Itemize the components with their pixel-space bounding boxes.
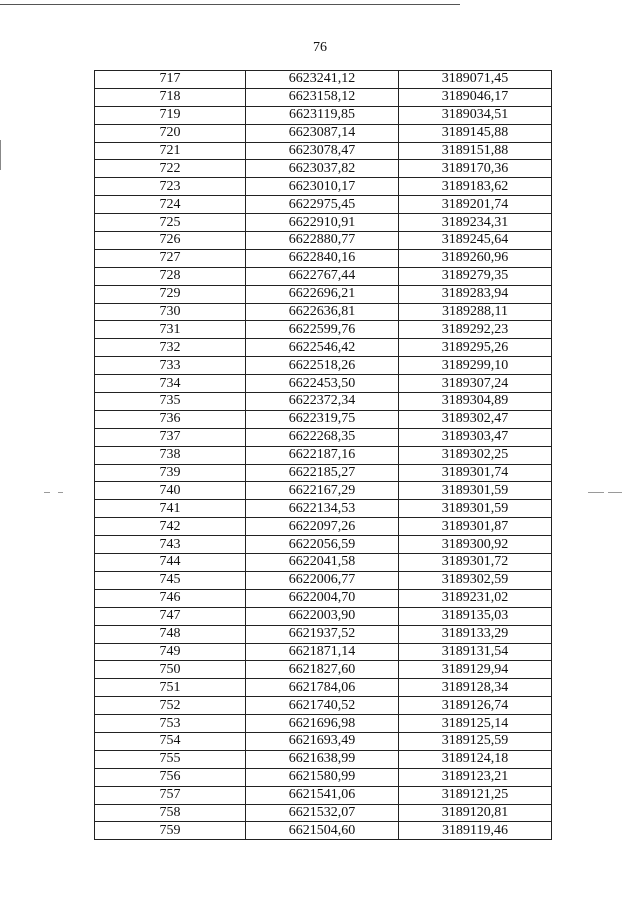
x-coordinate-cell: 6622097,26 (246, 518, 399, 536)
x-coordinate-cell: 6622056,59 (246, 536, 399, 554)
x-coordinate-cell: 6622004,70 (246, 589, 399, 607)
y-coordinate-cell: 3189301,59 (399, 500, 552, 518)
table-row (95, 786, 552, 804)
point-number-cell: 727 (95, 249, 246, 267)
table-row (95, 106, 552, 124)
x-coordinate-cell: 6621784,06 (246, 679, 399, 697)
table-row (95, 768, 552, 786)
table-row (95, 732, 552, 750)
point-number-cell: 746 (95, 589, 246, 607)
table-row (95, 661, 552, 679)
x-coordinate-cell: 6621504,60 (246, 822, 399, 840)
x-coordinate-cell: 6623158,12 (246, 88, 399, 106)
table-row (95, 178, 552, 196)
point-number-cell: 733 (95, 357, 246, 375)
table-row (95, 643, 552, 661)
table-row (95, 446, 552, 464)
point-number-cell: 729 (95, 285, 246, 303)
x-coordinate-cell: 6621541,06 (246, 786, 399, 804)
point-number-cell: 726 (95, 232, 246, 250)
point-number-cell: 740 (95, 482, 246, 500)
table-row (95, 500, 552, 518)
x-coordinate-cell: 6623037,82 (246, 160, 399, 178)
table-row (95, 750, 552, 768)
table-row (95, 410, 552, 428)
x-coordinate-cell: 6622453,50 (246, 375, 399, 393)
right-margin-mark (608, 492, 622, 493)
x-coordinate-cell: 6621638,99 (246, 750, 399, 768)
x-coordinate-cell: 6622880,77 (246, 232, 399, 250)
x-coordinate-cell: 6622134,53 (246, 500, 399, 518)
table-row (95, 124, 552, 142)
table-row (95, 464, 552, 482)
table-row (95, 214, 552, 232)
y-coordinate-cell: 3189034,51 (399, 106, 552, 124)
table-row (95, 267, 552, 285)
x-coordinate-cell: 6622041,58 (246, 554, 399, 572)
point-number-cell: 735 (95, 393, 246, 411)
table-row (95, 393, 552, 411)
point-number-cell: 743 (95, 536, 246, 554)
x-coordinate-cell: 6622518,26 (246, 357, 399, 375)
point-number-cell: 754 (95, 732, 246, 750)
table-row (95, 71, 552, 89)
table-row (95, 804, 552, 822)
top-rule (0, 4, 460, 5)
point-number-cell: 724 (95, 196, 246, 214)
coordinates-table (94, 70, 552, 840)
y-coordinate-cell: 3189283,94 (399, 285, 552, 303)
point-number-cell: 755 (95, 750, 246, 768)
y-coordinate-cell: 3189300,92 (399, 536, 552, 554)
x-coordinate-cell: 6622910,91 (246, 214, 399, 232)
point-number-cell: 725 (95, 214, 246, 232)
y-coordinate-cell: 3189128,34 (399, 679, 552, 697)
table-row (95, 607, 552, 625)
point-number-cell: 759 (95, 822, 246, 840)
table-row (95, 357, 552, 375)
x-coordinate-cell: 6622599,76 (246, 321, 399, 339)
point-number-cell: 757 (95, 786, 246, 804)
x-coordinate-cell: 6621937,52 (246, 625, 399, 643)
y-coordinate-cell: 3189123,21 (399, 768, 552, 786)
point-number-cell: 721 (95, 142, 246, 160)
left-margin-mark (44, 492, 50, 493)
point-number-cell: 722 (95, 160, 246, 178)
y-coordinate-cell: 3189245,64 (399, 232, 552, 250)
x-coordinate-cell: 6621740,52 (246, 697, 399, 715)
point-number-cell: 728 (95, 267, 246, 285)
point-number-cell: 717 (95, 71, 246, 89)
y-coordinate-cell: 3189260,96 (399, 249, 552, 267)
y-coordinate-cell: 3189301,59 (399, 482, 552, 500)
x-coordinate-cell: 6623087,14 (246, 124, 399, 142)
y-coordinate-cell: 3189201,74 (399, 196, 552, 214)
point-number-cell: 747 (95, 607, 246, 625)
point-number-cell: 756 (95, 768, 246, 786)
point-number-cell: 751 (95, 679, 246, 697)
x-coordinate-cell: 6623010,17 (246, 178, 399, 196)
y-coordinate-cell: 3189135,03 (399, 607, 552, 625)
x-coordinate-cell: 6622185,27 (246, 464, 399, 482)
point-number-cell: 752 (95, 697, 246, 715)
y-coordinate-cell: 3189124,18 (399, 750, 552, 768)
x-coordinate-cell: 6621532,07 (246, 804, 399, 822)
point-number-cell: 737 (95, 428, 246, 446)
x-coordinate-cell: 6622268,35 (246, 428, 399, 446)
y-coordinate-cell: 3189295,26 (399, 339, 552, 357)
y-coordinate-cell: 3189120,81 (399, 804, 552, 822)
y-coordinate-cell: 3189170,36 (399, 160, 552, 178)
right-margin-mark (588, 492, 604, 493)
table-row (95, 482, 552, 500)
y-coordinate-cell: 3189151,88 (399, 142, 552, 160)
y-coordinate-cell: 3189126,74 (399, 697, 552, 715)
point-number-cell: 742 (95, 518, 246, 536)
y-coordinate-cell: 3189292,23 (399, 321, 552, 339)
y-coordinate-cell: 3189301,74 (399, 464, 552, 482)
table-row (95, 822, 552, 840)
table-row (95, 715, 552, 733)
y-coordinate-cell: 3189302,59 (399, 571, 552, 589)
left-edge-mark (0, 140, 1, 170)
table-row (95, 518, 552, 536)
x-coordinate-cell: 6622975,45 (246, 196, 399, 214)
point-number-cell: 723 (95, 178, 246, 196)
x-coordinate-cell: 6622546,42 (246, 339, 399, 357)
x-coordinate-cell: 6622636,81 (246, 303, 399, 321)
table-row (95, 697, 552, 715)
page-number: 76 (313, 40, 327, 55)
point-number-cell: 736 (95, 410, 246, 428)
y-coordinate-cell: 3189234,31 (399, 214, 552, 232)
y-coordinate-cell: 3189133,29 (399, 625, 552, 643)
y-coordinate-cell: 3189145,88 (399, 124, 552, 142)
x-coordinate-cell: 6623119,85 (246, 106, 399, 124)
y-coordinate-cell: 3189302,47 (399, 410, 552, 428)
point-number-cell: 758 (95, 804, 246, 822)
table-row (95, 571, 552, 589)
y-coordinate-cell: 3189279,35 (399, 267, 552, 285)
table-row (95, 428, 552, 446)
x-coordinate-cell: 6622006,77 (246, 571, 399, 589)
point-number-cell: 731 (95, 321, 246, 339)
y-coordinate-cell: 3189303,47 (399, 428, 552, 446)
y-coordinate-cell: 3189288,11 (399, 303, 552, 321)
y-coordinate-cell: 3189131,54 (399, 643, 552, 661)
y-coordinate-cell: 3189299,10 (399, 357, 552, 375)
point-number-cell: 732 (95, 339, 246, 357)
table-row (95, 679, 552, 697)
y-coordinate-cell: 3189183,62 (399, 178, 552, 196)
table-row (95, 625, 552, 643)
x-coordinate-cell: 6621580,99 (246, 768, 399, 786)
table-row (95, 285, 552, 303)
point-number-cell: 744 (95, 554, 246, 572)
coordinates-table-body (95, 71, 552, 840)
y-coordinate-cell: 3189304,89 (399, 393, 552, 411)
x-coordinate-cell: 6621693,49 (246, 732, 399, 750)
point-number-cell: 730 (95, 303, 246, 321)
table-row (95, 536, 552, 554)
x-coordinate-cell: 6622767,44 (246, 267, 399, 285)
table-row (95, 88, 552, 106)
table-row (95, 232, 552, 250)
x-coordinate-cell: 6622319,75 (246, 410, 399, 428)
point-number-cell: 748 (95, 625, 246, 643)
x-coordinate-cell: 6622840,16 (246, 249, 399, 267)
x-coordinate-cell: 6621696,98 (246, 715, 399, 733)
x-coordinate-cell: 6621827,60 (246, 661, 399, 679)
y-coordinate-cell: 3189121,25 (399, 786, 552, 804)
x-coordinate-cell: 6621871,14 (246, 643, 399, 661)
y-coordinate-cell: 3189307,24 (399, 375, 552, 393)
x-coordinate-cell: 6622372,34 (246, 393, 399, 411)
x-coordinate-cell: 6623078,47 (246, 142, 399, 160)
x-coordinate-cell: 6622167,29 (246, 482, 399, 500)
x-coordinate-cell: 6622696,21 (246, 285, 399, 303)
y-coordinate-cell: 3189301,87 (399, 518, 552, 536)
point-number-cell: 734 (95, 375, 246, 393)
table-row (95, 589, 552, 607)
table-row (95, 196, 552, 214)
x-coordinate-cell: 6622187,16 (246, 446, 399, 464)
table-row (95, 321, 552, 339)
y-coordinate-cell: 3189119,46 (399, 822, 552, 840)
point-number-cell: 753 (95, 715, 246, 733)
point-number-cell: 719 (95, 106, 246, 124)
table-row (95, 339, 552, 357)
y-coordinate-cell: 3189302,25 (399, 446, 552, 464)
x-coordinate-cell: 6622003,90 (246, 607, 399, 625)
table-row (95, 160, 552, 178)
y-coordinate-cell: 3189125,14 (399, 715, 552, 733)
table-row (95, 303, 552, 321)
left-margin-mark (58, 492, 63, 493)
point-number-cell: 718 (95, 88, 246, 106)
y-coordinate-cell: 3189046,17 (399, 88, 552, 106)
table-row (95, 554, 552, 572)
point-number-cell: 750 (95, 661, 246, 679)
table-row (95, 142, 552, 160)
point-number-cell: 741 (95, 500, 246, 518)
table-row (95, 375, 552, 393)
y-coordinate-cell: 3189129,94 (399, 661, 552, 679)
point-number-cell: 739 (95, 464, 246, 482)
y-coordinate-cell: 3189301,72 (399, 554, 552, 572)
y-coordinate-cell: 3189071,45 (399, 71, 552, 89)
table-row (95, 249, 552, 267)
point-number-cell: 738 (95, 446, 246, 464)
point-number-cell: 745 (95, 571, 246, 589)
y-coordinate-cell: 3189231,02 (399, 589, 552, 607)
x-coordinate-cell: 6623241,12 (246, 71, 399, 89)
point-number-cell: 749 (95, 643, 246, 661)
y-coordinate-cell: 3189125,59 (399, 732, 552, 750)
point-number-cell: 720 (95, 124, 246, 142)
